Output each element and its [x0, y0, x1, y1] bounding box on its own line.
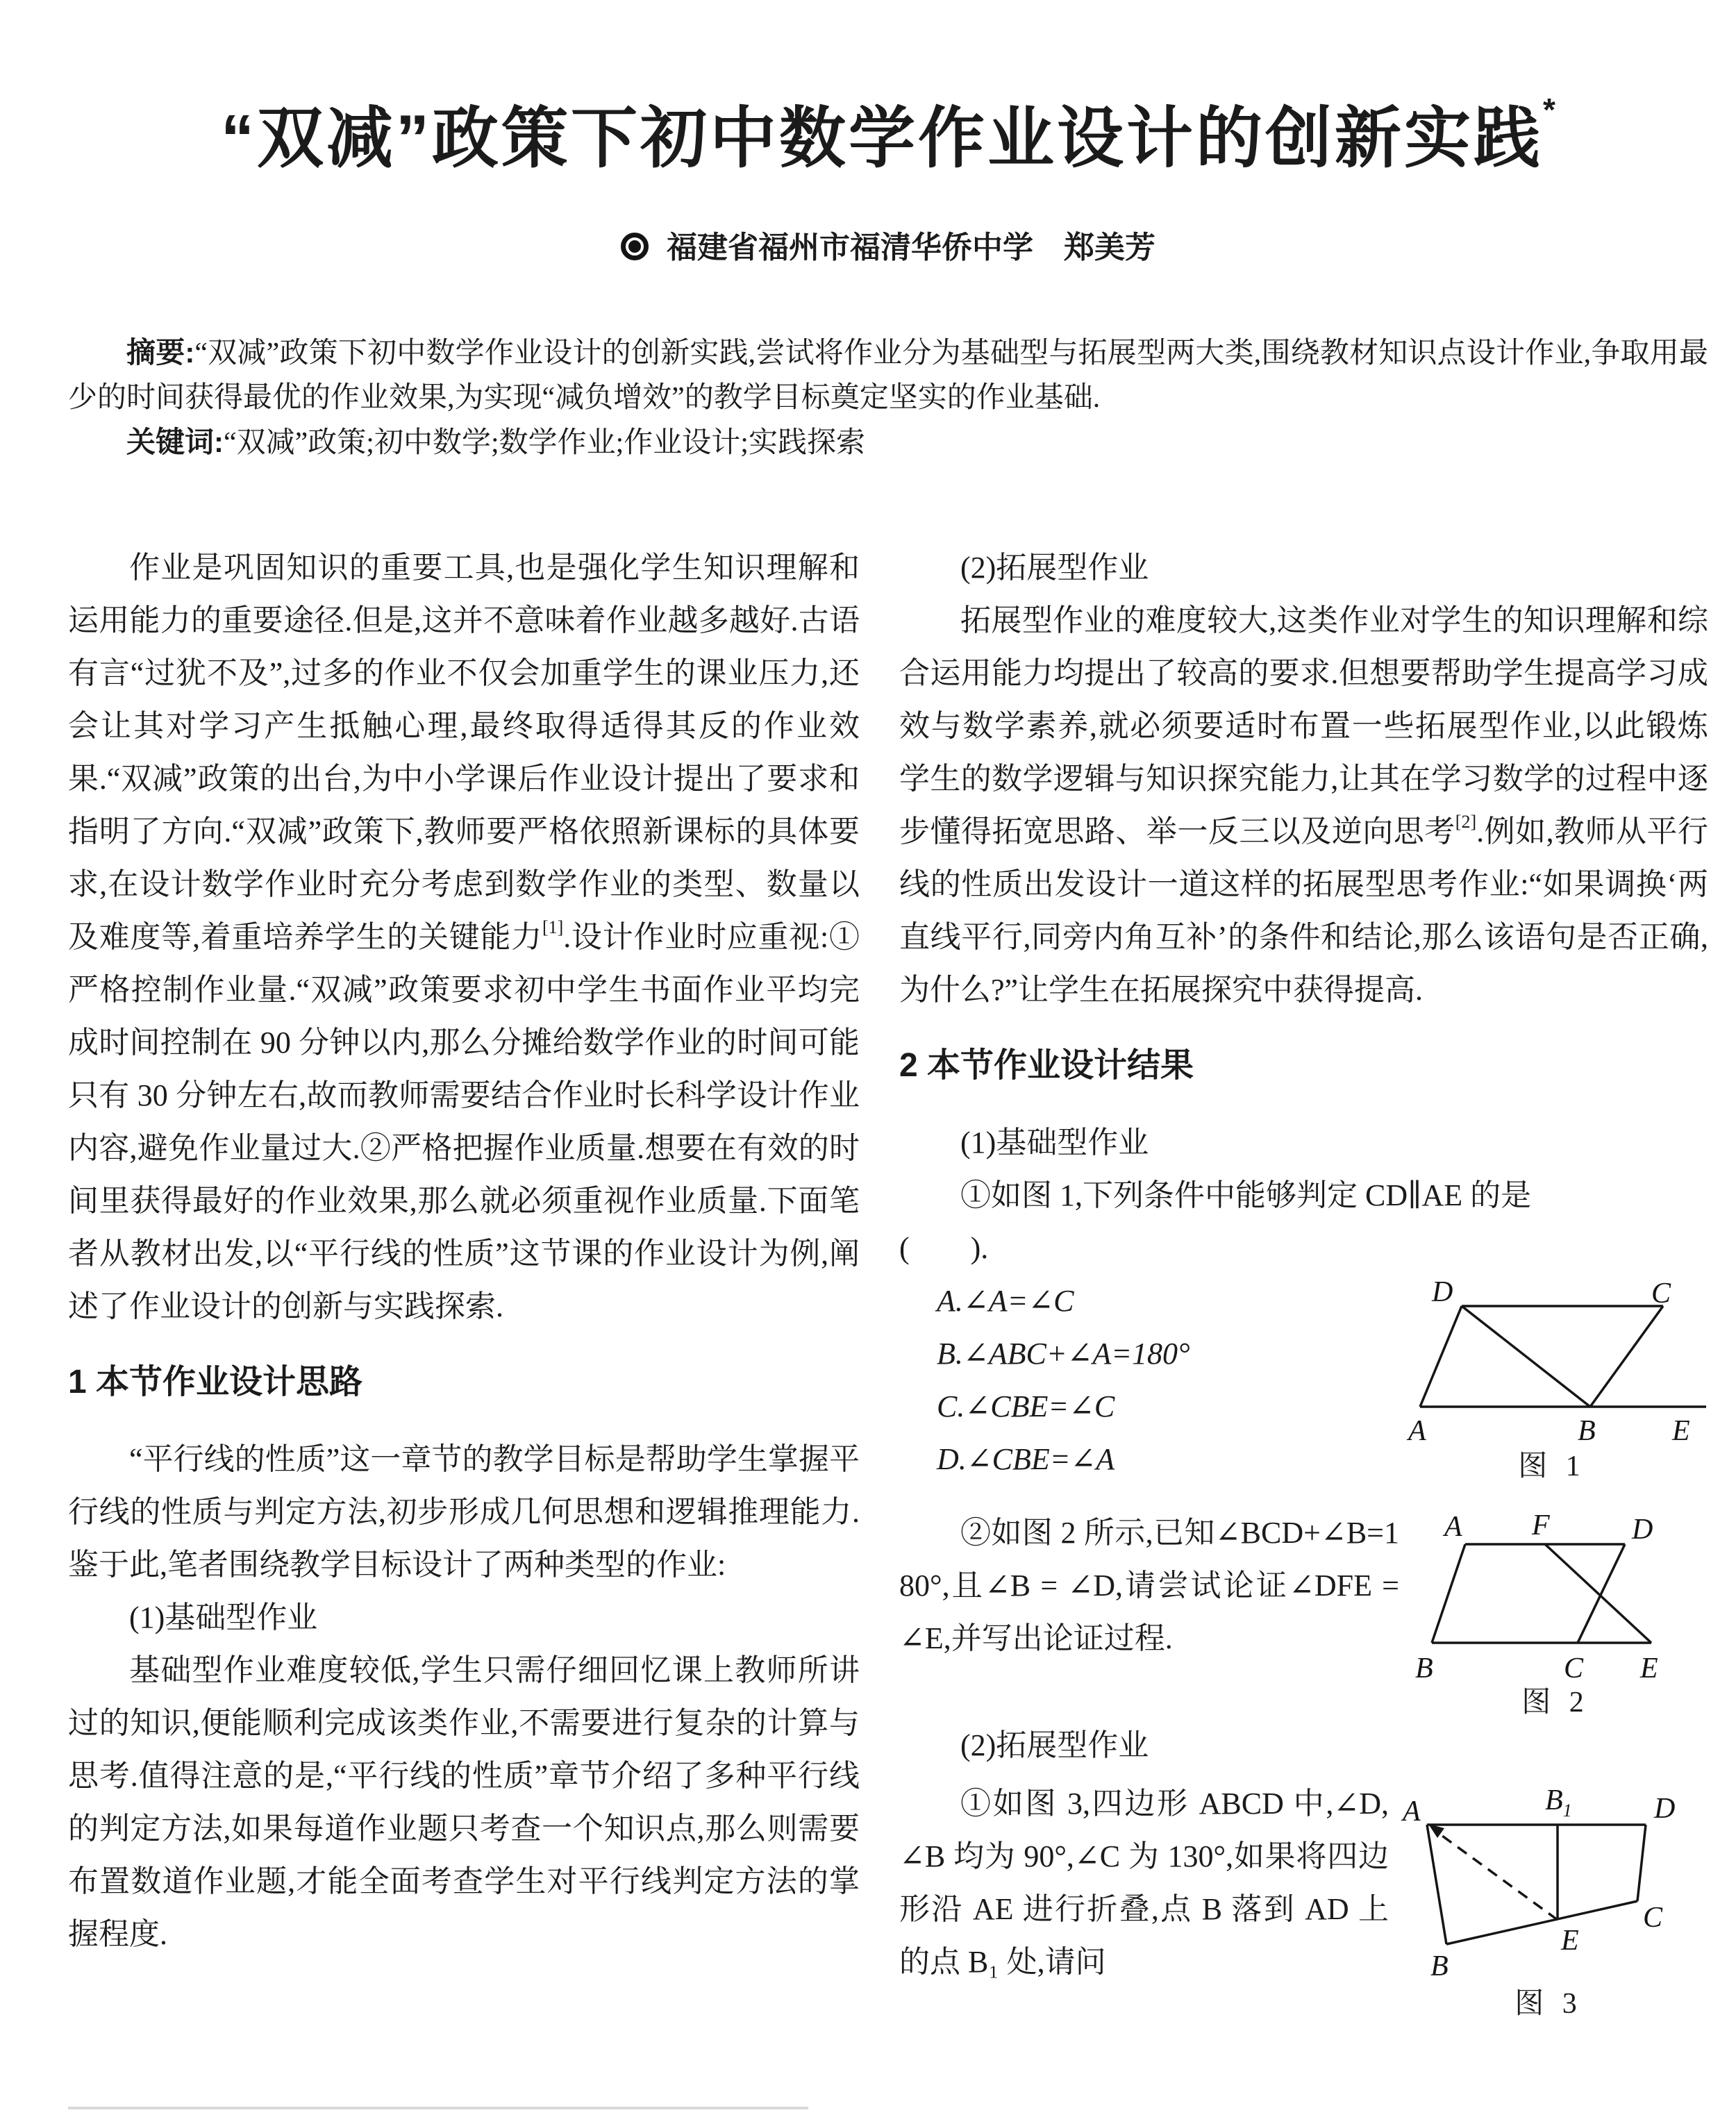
question-1-blank: ( ). — [899, 1231, 989, 1265]
paragraph-intro — [68, 542, 860, 1333]
subsection-basic-result-label: (1)基础型作业 — [960, 1126, 1149, 1160]
paragraph-design-goal: “平行线的性质”这一章节的教学目标是帮助学生掌握平行线的性质与判定方法,初步形成几何思想和逻辑推理能力.鉴于此,笔者围绕教学目标设计了两种类型的作业: — [68, 1442, 860, 1582]
vertex-label-f: F — [1532, 1511, 1550, 1541]
option-a: A.∠A=∠C — [937, 1284, 1074, 1318]
subsection-extended-result-label: (2)拓展型作业 — [960, 1728, 1149, 1762]
paragraph-intro-part2: .设计作业时应重视:①严格控制作业量.“双减”政策要求初中学生书面作业平均完成时间控制在 90 分钟以内,那么分摊给数学作业的时间可能只有 30 分钟左右,故而教师需要结合作业时长科学设计作业内容,避免作业量过大.②严格把握作业质量.想要在有效的时间里获得最好的作业效果,那么就必须重视作业质量.下面笔者从教材出发,以“平行线的性质”这节课的作业设计为例,阐述了作业设计的创新与实践探索. — [68, 920, 860, 1323]
vertex-label-d: D — [1654, 1793, 1676, 1825]
figure-3 — [1389, 1778, 1708, 2021]
author-line — [68, 231, 1708, 265]
footnote-rule — [68, 2107, 808, 2109]
question-3-row — [899, 1778, 1708, 2021]
body-columns — [68, 542, 1708, 2021]
author-affiliation-name: 福建省福州市福清华侨中学 郑美芳 — [667, 231, 1155, 265]
vertex-label-e: E — [1640, 1653, 1658, 1684]
vertex-label-a: A — [1444, 1511, 1462, 1543]
reference-mark-1: [1] — [542, 917, 564, 937]
abstract-text: “双减”政策下初中数学作业设计的创新实践,尝试将作业分为基础型与拓展型两大类,围绕教材知识点设计作业,争取用最少的时间获得最优的作业效果,为实现“减负增效”的教学目标奠定坚实的作业基础. — [68, 337, 1708, 414]
figure-2-caption: 图 2 — [1521, 1687, 1589, 1719]
vertex-label-d: D — [1632, 1514, 1653, 1546]
keywords-label: 关键词: — [126, 426, 224, 458]
figure-1 — [1396, 1275, 1708, 1483]
option-d: D.∠CBE=∠A — [937, 1442, 1115, 1476]
vertex-label-b1-subscript: 1 — [1562, 1800, 1572, 1821]
vertex-label-b: B — [1430, 1950, 1449, 1982]
option-c: C.∠CBE=∠C — [937, 1389, 1115, 1423]
question-1-stem: ①如图 1,下列条件中能够判定 CD∥AE 的是 — [960, 1178, 1532, 1212]
abstract-label: 摘要: — [126, 336, 195, 369]
vertex-label-c: C — [1643, 1902, 1663, 1934]
vertex-label-e: E — [1672, 1415, 1690, 1447]
question-3-paragraph: ①如图 3,四边形 ABCD 中,∠D,∠B 均为 90°,∠C 为 130°,如果将四边形沿 AE 进行折叠,点 B 落到 AD 上的点 B₁ 处,请问 — [899, 1787, 1389, 1979]
page-title — [68, 69, 1708, 179]
author-bullet-icon — [621, 233, 649, 260]
section-heading-2: 2 本节作业设计结果 — [899, 1047, 1194, 1084]
option-b: B.∠ABC+∠A=180° — [937, 1337, 1190, 1371]
vertex-label-a: A — [1403, 1796, 1421, 1828]
vertex-label-a: A — [1408, 1415, 1426, 1447]
paragraph-basic-desc: 基础型作业难度较低,学生只需仔细回忆课上教师所讲过的知识,便能顺利完成该类作业,不需要进行复杂的计算与思考.值得注意的是,“平行线的性质”章节介绍了多种平行线的判定方法,如果每道作业题只考查一个知识点,那么则需要布置数道作业题,才能全面考查学生对平行线判定方法的掌握程度. — [68, 1653, 860, 1951]
vertex-label-b: B — [1578, 1415, 1596, 1447]
vertex-label-b: B — [1415, 1653, 1433, 1684]
vertex-label-d: D — [1432, 1276, 1453, 1308]
keywords-text: “双减”政策;初中数学;数学作业;作业设计;实践探索 — [224, 427, 865, 459]
question-1-options — [899, 1275, 1371, 1486]
fold-arrowhead-icon — [1428, 1824, 1444, 1838]
vertex-label-b1 — [1545, 1784, 1572, 1821]
figure-2 — [1403, 1511, 1708, 1719]
question-1-row — [899, 1275, 1708, 1486]
reference-mark-2: [2] — [1455, 812, 1477, 832]
figure-3-caption: 图 3 — [1514, 1988, 1583, 2020]
column-right — [899, 542, 1708, 2021]
figure-1-diagram — [1396, 1275, 1708, 1448]
paragraph-extended-desc — [899, 594, 1708, 1017]
vertex-label-b1-base: B — [1545, 1784, 1563, 1816]
paragraph-extended-part1: 拓展型作业的难度较大,这类作业对学生的知识理解和综合运用能力均提出了较高的要求.但想要帮助学生提高学习成效与数学素养,就必须要适时布置一些拓展型作业,以此锻炼学生的数学逻辑与知识探究能力,让其在学习数学的过程中逐步懂得拓宽思路、举一反三以及逆向思考 — [899, 603, 1708, 848]
figure-3-diagram — [1389, 1778, 1708, 1986]
question-2-paragraph: ②如图 2 所示,已知∠BCD+∠B=180°,且∠B = ∠D,请尝试论证∠DFE = ∠E,并写出论证过程. — [899, 1516, 1399, 1655]
vertex-label-c: C — [1651, 1278, 1671, 1310]
column-left — [68, 542, 860, 1961]
keywords-paragraph — [68, 420, 1708, 465]
figure-1-caption: 图 1 — [1518, 1450, 1586, 1482]
question-3-text — [899, 1778, 1389, 1989]
page-title-text: “双减”政策下初中数学作业设计的创新实践 — [221, 101, 1544, 176]
figure-2-diagram — [1403, 1511, 1708, 1684]
abstract-paragraph — [68, 331, 1708, 420]
abstract-block — [68, 331, 1708, 465]
question-2-text — [899, 1507, 1399, 1665]
paragraph-extended-part2: .例如,教师从平行线的性质出发设计一道这样的拓展型思考作业:“如果调换‘两直线平行,同旁内角互补’的条件和结论,那么该语句是否正确,为什么?”让学生在拓展探究中获得提高. — [899, 814, 1709, 1007]
vertex-label-c: C — [1564, 1653, 1584, 1684]
subsection-basic-label: (1)基础型作业 — [129, 1600, 318, 1634]
title-footnote-mark: * — [1543, 92, 1555, 128]
subsection-extended-label: (2)拓展型作业 — [960, 551, 1149, 585]
vertex-label-e: E — [1561, 1925, 1579, 1957]
paragraph-intro-part1: 作业是巩固知识的重要工具,也是强化学生知识理解和运用能力的重要途径.但是,这并不意味着作业越多越好.古语有言“过犹不及”,过多的作业不仅会加重学生的课业压力,还会让其对学习产生抵触心理,最终取得适得其反的作业效果.“双减”政策的出台,为中小学课后作业设计提出了要求和指明了方向.“双减”政策下,教师要严格依照新课标的具体要求,在设计数学作业时充分考虑到数学作业的类型、数量以及难度等,着重培养学生的关键能力 — [68, 551, 860, 954]
question-2-row — [899, 1507, 1708, 1719]
section-heading-1: 1 本节作业设计思路 — [68, 1364, 363, 1400]
